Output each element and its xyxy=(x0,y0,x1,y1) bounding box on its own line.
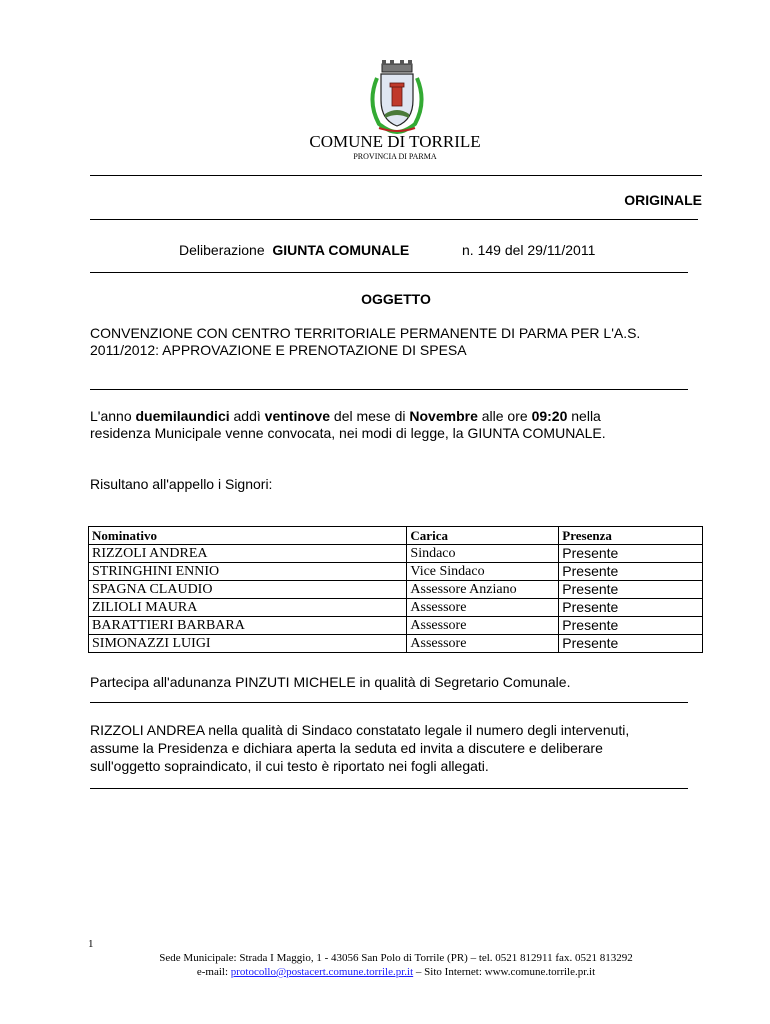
presidenza-line3: sull'oggetto sopraindicato, il cui testo è riportato nei fogli allegati. xyxy=(90,758,489,774)
presidenza-divider xyxy=(90,788,688,789)
segretario-text: Partecipa all'adunanza PINZUTI MICHELE in qualità di Segretario Comunale. xyxy=(90,674,571,690)
intro-text: nella xyxy=(567,408,601,424)
deliberazione-line xyxy=(179,242,409,259)
oggetto-divider xyxy=(90,389,688,390)
presidenza-line1: RIZZOLI ANDREA nella qualità di Sindaco constatato legale il numero degli intervenuti, xyxy=(90,722,630,738)
cell-nominativo: SIMONAZZI LUIGI xyxy=(89,635,407,653)
appello-text: Risultano all'appello i Signori: xyxy=(90,476,273,492)
cell-presenza: Presente xyxy=(559,581,703,599)
column-header-nominativo: Nominativo xyxy=(89,527,407,545)
cell-nominativo: STRINGHINI ENNIO xyxy=(89,563,407,581)
intro-giorno: ventinove xyxy=(264,408,331,424)
intro-line1 xyxy=(90,408,702,425)
intro-text: alle ore xyxy=(477,408,532,424)
deliberazione-numero: n. 149 del 29/11/2011 xyxy=(462,242,596,258)
table-row xyxy=(89,581,703,599)
intro-line2: residenza Municipale venne convocata, nei modi di legge, la GIUNTA COMUNALE. xyxy=(90,425,606,441)
intro-text: addì xyxy=(229,408,265,424)
cell-presenza: Presente xyxy=(559,563,703,581)
cell-presenza: Presente xyxy=(559,545,703,563)
cell-carica: Assessore Anziano xyxy=(407,581,559,599)
cell-nominativo: BARATTIERI BARBARA xyxy=(89,617,407,635)
footer-email-label: e-mail: xyxy=(196,966,231,978)
cell-presenza: Presente xyxy=(559,617,703,635)
presidenza-line2: assume la Presidenza e dichiara aperta la seduta ed invita a discutere e deliberare xyxy=(90,740,603,756)
cell-carica: Assessore xyxy=(407,635,559,653)
column-header-presenza: Presenza xyxy=(559,527,703,545)
provincia-subtitle: PROVINCIA DI PARMA xyxy=(353,152,437,161)
intro-mese: Novembre xyxy=(409,408,478,424)
page-number: 1 xyxy=(88,938,94,950)
table-row xyxy=(89,545,703,563)
cell-presenza: Presente xyxy=(559,599,703,617)
intro-anno: duemilaundici xyxy=(135,408,230,424)
cell-nominativo: SPAGNA CLAUDIO xyxy=(89,581,407,599)
oggetto-text-line1: CONVENZIONE CON CENTRO TERRITORIALE PERMANENTE DI PARMA PER L'A.S. xyxy=(90,325,641,341)
cell-carica: Assessore xyxy=(407,599,559,617)
footer-email-link[interactable]: protocollo@postacert.comune.torrile.pr.it xyxy=(230,966,414,978)
originale-divider xyxy=(90,219,698,220)
oggetto-label: OGGETTO xyxy=(361,291,431,307)
cell-presenza: Presente xyxy=(559,635,703,653)
originale-label: ORIGINALE xyxy=(624,192,702,208)
crest-logo xyxy=(365,58,429,134)
cell-carica: Vice Sindaco xyxy=(407,563,559,581)
table-row xyxy=(89,635,703,653)
oggetto-text-line2: 2011/2012: APPROVAZIONE E PRENOTAZIONE DI SPESA xyxy=(90,342,467,358)
header-divider xyxy=(90,175,702,176)
table-row xyxy=(89,599,703,617)
footer-contacts xyxy=(90,965,702,979)
footer-address: Sede Municipale: Strada I Maggio, 1 - 43056 San Polo di Torrile (PR) – tel. 0521 812911 fax. 0521 813292 xyxy=(159,952,633,964)
deliberazione-prefix: Deliberazione xyxy=(179,242,265,258)
segretario-divider xyxy=(90,702,688,703)
comune-title: COMUNE DI TORRILE xyxy=(309,132,481,151)
cell-nominativo: ZILIOLI MAURA xyxy=(89,599,407,617)
intro-ora: 09:20 xyxy=(531,408,568,424)
table-row xyxy=(89,617,703,635)
footer-sito: – Sito Internet: www.comune.torrile.pr.it xyxy=(413,966,596,978)
intro-text: del mese di xyxy=(330,408,410,424)
intro-text: L'anno xyxy=(90,408,136,424)
table-row xyxy=(89,563,703,581)
table-header-row xyxy=(89,527,703,545)
attendance-table xyxy=(88,526,703,653)
column-header-carica: Carica xyxy=(407,527,559,545)
deliberazione-organo: GIUNTA COMUNALE xyxy=(272,242,410,258)
cell-nominativo: RIZZOLI ANDREA xyxy=(89,545,407,563)
cell-carica: Sindaco xyxy=(407,545,559,563)
deliberazione-divider xyxy=(90,272,688,273)
cell-carica: Assessore xyxy=(407,617,559,635)
